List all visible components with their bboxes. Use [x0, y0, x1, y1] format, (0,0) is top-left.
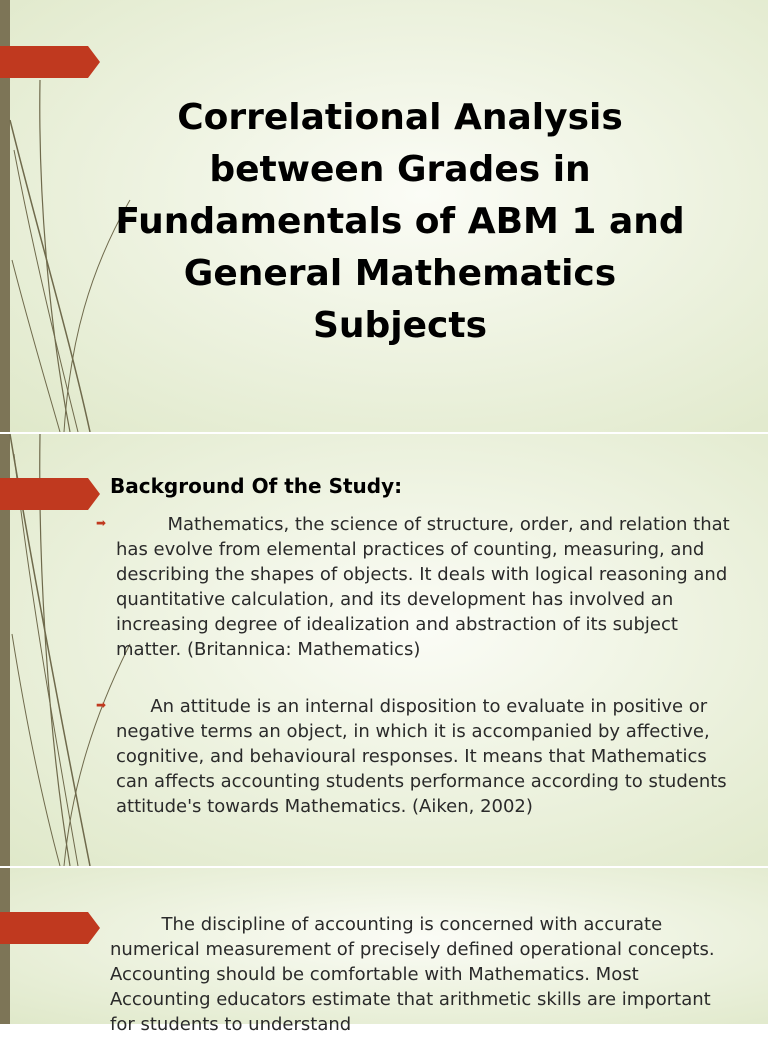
- bullet-arrow-icon: ➡: [96, 698, 107, 712]
- bullet-item: [96, 512, 738, 662]
- slide-title-text: Correlational Analysis between Grades in Fundamentals of ABM 1 and General Mathematics Subjects: [115, 97, 685, 346]
- slide-arrow-marker: [0, 912, 100, 944]
- slide-accounting: [0, 868, 768, 1035]
- slide-arrow-marker: [0, 46, 100, 78]
- bullet-text: An attitude is an internal disposition to evaluate in positive or negative terms an object, in which it is accompanied by affective, cognitive, and behavioural responses. It means that Mathematics can affects accounting students performance according to students attitude's towards Mathematics. (Aiken, 2002): [116, 696, 727, 817]
- slide-left-bar: [0, 868, 10, 1024]
- bullet-text: Mathematics, the science of structure, order, and relation that has evolve from elemental practices of counting, measuring, and describing the shapes of objects. It deals with logical reasoning and quantitative calculation, and its development has involved an increasing degree of idealization and abstraction of its subject matter. (Britannica: Mathematics): [116, 514, 730, 660]
- bullet-item: [96, 694, 738, 819]
- slide-arrow-marker: [0, 478, 100, 510]
- bullet-arrow-icon: ➡: [96, 516, 107, 530]
- slide-background: [0, 434, 768, 866]
- body-paragraph: The discipline of accounting is concerned with accurate numerical measurement of precisely defined operational concepts. Accounting should be comfortable with Mathematics. Most Accounting educators estimate that arithmetic skills are important for students to understand: [110, 914, 715, 1035]
- slide-title: [0, 0, 768, 432]
- section-heading: Background Of the Study:: [110, 474, 403, 498]
